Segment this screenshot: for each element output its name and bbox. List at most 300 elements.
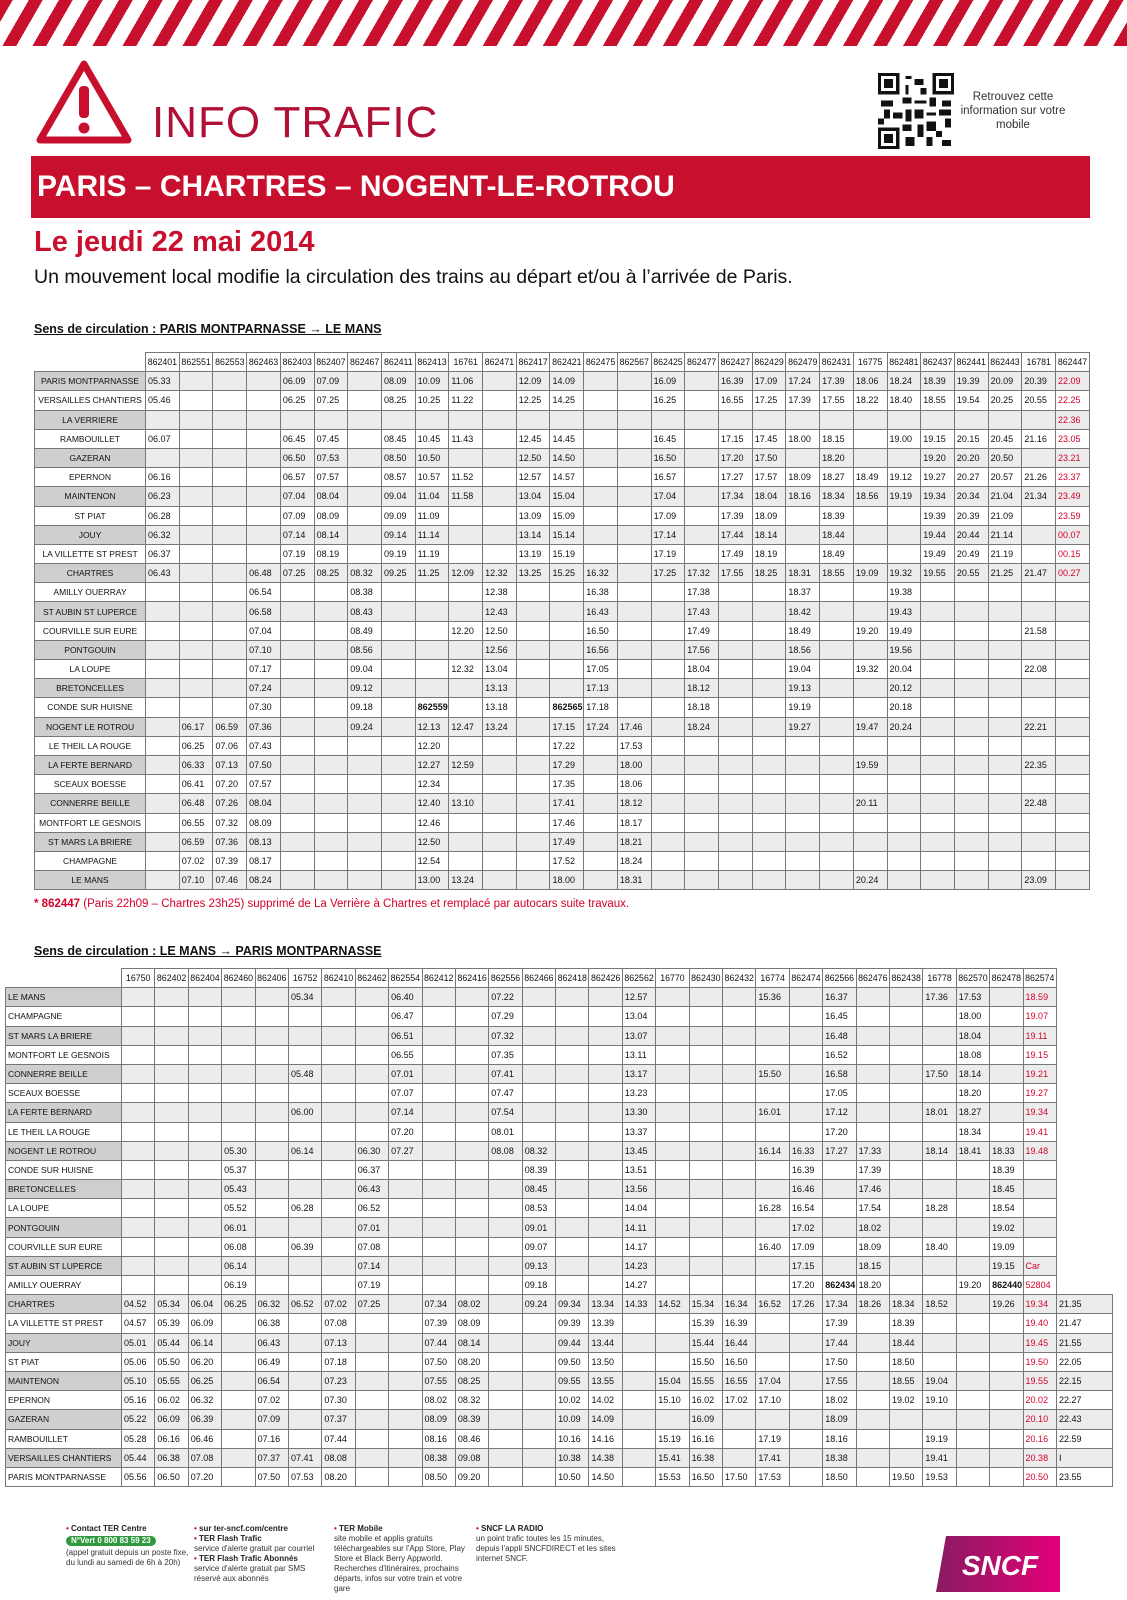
time-cell — [723, 1199, 756, 1218]
time-cell — [355, 1467, 388, 1486]
time-cell: 18.55 — [889, 1371, 922, 1390]
time-cell — [280, 832, 314, 851]
time-cell: 19.07 — [1023, 1007, 1056, 1026]
time-cell — [355, 1333, 388, 1352]
time-cell — [222, 1064, 255, 1083]
time-cell — [483, 468, 517, 487]
time-cell: 14.50 — [550, 448, 584, 467]
table-row — [6, 1333, 1113, 1352]
time-cell: 09.19 — [381, 544, 415, 563]
time-cell — [522, 1448, 555, 1467]
table-row — [35, 813, 1090, 832]
time-cell: 16.56 — [584, 640, 618, 659]
time-cell — [789, 1333, 822, 1352]
time-cell: 08.09 — [381, 372, 415, 391]
time-cell — [990, 1314, 1023, 1333]
time-cell — [617, 429, 651, 448]
time-cell — [685, 851, 719, 870]
time-cell: 19.55 — [921, 564, 955, 583]
time-cell — [990, 1429, 1023, 1448]
time-cell: 17.39 — [856, 1160, 889, 1179]
time-cell: 18.06 — [617, 775, 651, 794]
time-cell — [255, 1256, 288, 1275]
time-cell: 21.16 — [1022, 429, 1056, 448]
time-cell: 06.20 — [188, 1352, 221, 1371]
time-cell: 18.14 — [752, 525, 786, 544]
train-number-header: 862441 — [954, 353, 988, 372]
station-name: LE MANS — [6, 988, 122, 1007]
time-cell: 19.32 — [887, 564, 921, 583]
time-cell — [483, 391, 517, 410]
time-cell: 19.34 — [1023, 1295, 1056, 1314]
station-name: CONNERRE BEILLE — [6, 1064, 122, 1083]
time-cell — [522, 1064, 555, 1083]
time-cell — [348, 871, 382, 890]
time-cell: 07.46 — [213, 871, 247, 890]
time-cell: 07.32 — [489, 1026, 522, 1045]
time-cell — [522, 1352, 555, 1371]
time-cell — [988, 410, 1022, 429]
time-cell: 16.09 — [689, 1410, 722, 1429]
time-cell: 16.34 — [723, 1295, 756, 1314]
time-cell — [449, 851, 483, 870]
time-cell — [887, 410, 921, 429]
time-cell — [889, 1160, 922, 1179]
time-cell — [820, 736, 854, 755]
time-cell: 19.15 — [990, 1256, 1023, 1275]
time-cell: 19.11 — [1023, 1026, 1056, 1045]
station-name: LA FERTE BERNARD — [6, 1103, 122, 1122]
time-cell — [887, 813, 921, 832]
time-cell — [1056, 813, 1090, 832]
time-cell — [348, 794, 382, 813]
time-cell — [280, 775, 314, 794]
time-cell — [921, 871, 955, 890]
time-cell — [489, 1218, 522, 1237]
time-cell: 13.11 — [622, 1045, 655, 1064]
time-cell: 06.50 — [280, 448, 314, 467]
time-cell — [483, 487, 517, 506]
time-cell — [954, 410, 988, 429]
time-cell — [756, 1026, 789, 1045]
station-name: LA VILLETTE ST PREST — [6, 1314, 122, 1333]
time-cell — [723, 1218, 756, 1237]
time-cell: 17.41 — [550, 794, 584, 813]
time-cell: 16.52 — [756, 1295, 789, 1314]
time-cell — [789, 1045, 822, 1064]
time-cell: 19.45 — [1023, 1333, 1056, 1352]
time-cell — [689, 1122, 722, 1141]
time-cell — [990, 1391, 1023, 1410]
time-cell: 09.07 — [522, 1237, 555, 1256]
time-cell — [288, 1084, 321, 1103]
time-cell: 17.53 — [617, 736, 651, 755]
time-cell: 08.04 — [314, 487, 348, 506]
time-cell — [651, 698, 685, 717]
time-cell: 11.09 — [415, 506, 449, 525]
time-cell — [155, 1160, 188, 1179]
time-cell: 10.09 — [415, 372, 449, 391]
time-cell — [923, 1352, 956, 1371]
time-cell — [322, 1026, 355, 1045]
time-cell: 07.06 — [213, 736, 247, 755]
time-cell: 06.16 — [146, 468, 180, 487]
time-cell — [756, 1122, 789, 1141]
time-cell — [314, 679, 348, 698]
time-cell — [786, 525, 820, 544]
time-cell — [449, 736, 483, 755]
time-cell — [889, 1026, 922, 1045]
time-cell: 16.55 — [719, 391, 753, 410]
time-cell — [146, 660, 180, 679]
time-cell — [122, 1218, 155, 1237]
time-cell — [789, 1026, 822, 1045]
time-cell: 12.27 — [415, 755, 449, 774]
time-cell: 17.10 — [756, 1391, 789, 1410]
time-cell: 17.39 — [719, 506, 753, 525]
station-name: LA FERTE BERNARD — [35, 755, 146, 774]
time-cell: 08.14 — [455, 1333, 488, 1352]
time-cell: 19.09 — [853, 564, 887, 583]
time-cell: 21.47 — [1022, 564, 1056, 583]
time-cell: 09.44 — [556, 1333, 589, 1352]
time-cell — [584, 410, 618, 429]
time-cell — [213, 679, 247, 698]
time-cell: 19.50 — [889, 1467, 922, 1486]
time-cell — [155, 1141, 188, 1160]
time-cell — [786, 775, 820, 794]
train-number-header: 862437 — [921, 353, 955, 372]
time-cell — [288, 1410, 321, 1429]
time-cell: 08.13 — [247, 832, 281, 851]
time-cell — [1022, 736, 1056, 755]
time-cell — [146, 717, 180, 736]
time-cell — [122, 1237, 155, 1256]
train-number-header: 862574 — [1023, 969, 1056, 988]
train-number-header: 16778 — [923, 969, 956, 988]
time-cell — [853, 525, 887, 544]
train-number-header: 16750 — [122, 969, 155, 988]
time-cell — [823, 1160, 856, 1179]
time-cell — [146, 851, 180, 870]
time-cell: 18.34 — [956, 1122, 989, 1141]
time-cell: 06.19 — [222, 1276, 255, 1295]
time-cell: 08.25 — [455, 1371, 488, 1390]
time-cell — [956, 1391, 989, 1410]
time-cell: 13.10 — [449, 794, 483, 813]
time-cell — [415, 583, 449, 602]
time-cell — [516, 775, 550, 794]
time-cell — [389, 1410, 422, 1429]
time-cell — [288, 1160, 321, 1179]
time-cell — [222, 1084, 255, 1103]
train-number-header: 862412 — [422, 969, 455, 988]
time-cell — [322, 1237, 355, 1256]
time-cell: 05.16 — [122, 1391, 155, 1410]
time-cell: 17.53 — [956, 988, 989, 1007]
time-cell: 19.47 — [853, 717, 887, 736]
time-cell — [956, 1160, 989, 1179]
train-number-header: 862570 — [956, 969, 989, 988]
time-cell — [516, 698, 550, 717]
time-cell: 18.01 — [923, 1103, 956, 1122]
time-cell — [656, 1237, 689, 1256]
time-cell: 20.39 — [1022, 372, 1056, 391]
time-cell — [719, 660, 753, 679]
time-cell: 08.50 — [381, 448, 415, 467]
time-cell: 05.33 — [146, 372, 180, 391]
time-cell: 13.37 — [622, 1122, 655, 1141]
time-cell: 22.09 — [1056, 372, 1090, 391]
time-cell — [1022, 851, 1056, 870]
time-cell: 13.50 — [589, 1352, 622, 1371]
time-cell: 00.07 — [1056, 525, 1090, 544]
time-cell: 09.25 — [381, 564, 415, 583]
time-cell — [155, 1103, 188, 1122]
time-cell — [589, 1122, 622, 1141]
time-cell — [956, 1410, 989, 1429]
time-cell — [489, 1391, 522, 1410]
time-cell — [516, 660, 550, 679]
time-cell: 18.34 — [820, 487, 854, 506]
time-cell — [856, 1064, 889, 1083]
time-cell — [853, 640, 887, 659]
time-cell — [685, 506, 719, 525]
time-cell — [516, 736, 550, 755]
time-cell: 14.57 — [550, 468, 584, 487]
time-cell: 07.20 — [213, 775, 247, 794]
time-cell: 862440 — [990, 1276, 1023, 1295]
time-cell: 17.46 — [856, 1180, 889, 1199]
time-cell — [589, 1276, 622, 1295]
time-cell — [923, 1333, 956, 1352]
station-name: MONTFORT LE GESNOIS — [35, 813, 146, 832]
train-number-header: 16774 — [756, 969, 789, 988]
time-cell — [415, 640, 449, 659]
time-cell — [188, 1045, 221, 1064]
time-cell — [522, 1084, 555, 1103]
time-cell — [483, 525, 517, 544]
time-cell — [786, 871, 820, 890]
time-cell: 21.04 — [988, 487, 1022, 506]
time-cell — [617, 640, 651, 659]
time-cell — [355, 1064, 388, 1083]
time-cell — [622, 1410, 655, 1429]
time-cell — [651, 775, 685, 794]
time-cell — [685, 755, 719, 774]
time-cell: 17.55 — [719, 564, 753, 583]
time-cell — [280, 583, 314, 602]
time-cell: 15.41 — [656, 1448, 689, 1467]
time-cell — [381, 832, 415, 851]
time-cell — [247, 429, 281, 448]
time-cell: 05.56 — [122, 1467, 155, 1486]
time-cell — [179, 698, 213, 717]
time-cell — [719, 621, 753, 640]
time-cell: 13.45 — [622, 1141, 655, 1160]
time-cell: 20.10 — [1023, 1410, 1056, 1429]
time-cell — [322, 1064, 355, 1083]
time-cell — [752, 736, 786, 755]
time-cell — [756, 1276, 789, 1295]
time-cell: 18.55 — [820, 564, 854, 583]
time-cell: 13.30 — [622, 1103, 655, 1122]
time-cell: 07.17 — [247, 660, 281, 679]
time-cell — [255, 1103, 288, 1122]
time-cell — [1022, 602, 1056, 621]
time-cell — [723, 1180, 756, 1199]
time-cell — [988, 851, 1022, 870]
time-cell: 20.11 — [853, 794, 887, 813]
train-number-header: 862460 — [222, 969, 255, 988]
train-number-header: 862562 — [622, 969, 655, 988]
time-cell: 09.18 — [522, 1276, 555, 1295]
time-cell — [213, 506, 247, 525]
time-cell: 08.14 — [314, 525, 348, 544]
time-cell: 17.14 — [651, 525, 685, 544]
time-cell — [146, 602, 180, 621]
time-cell — [222, 1007, 255, 1026]
time-cell — [689, 1180, 722, 1199]
time-cell — [280, 640, 314, 659]
time-cell — [685, 372, 719, 391]
time-cell — [516, 813, 550, 832]
time-cell: 18.56 — [853, 487, 887, 506]
time-cell — [853, 679, 887, 698]
time-cell: 18.09 — [823, 1410, 856, 1429]
time-cell: 16.52 — [823, 1045, 856, 1064]
time-cell — [280, 621, 314, 640]
time-cell — [887, 851, 921, 870]
time-cell: 06.25 — [280, 391, 314, 410]
time-cell: 06.48 — [179, 794, 213, 813]
time-cell: 18.14 — [956, 1064, 989, 1083]
time-cell: 17.50 — [723, 1467, 756, 1486]
time-cell: 862434 — [823, 1276, 856, 1295]
time-cell — [752, 851, 786, 870]
time-cell — [122, 1199, 155, 1218]
time-cell: 23.37 — [1056, 468, 1090, 487]
time-cell: 13.04 — [516, 487, 550, 506]
time-cell: 17.39 — [820, 372, 854, 391]
time-cell — [222, 1026, 255, 1045]
time-cell — [489, 1237, 522, 1256]
time-cell — [820, 640, 854, 659]
time-cell: 19.12 — [887, 468, 921, 487]
time-cell — [856, 1352, 889, 1371]
time-cell — [381, 813, 415, 832]
time-cell: 05.39 — [155, 1314, 188, 1333]
station-name: MAINTENON — [6, 1371, 122, 1390]
time-cell: 19.39 — [954, 372, 988, 391]
time-cell: 20.55 — [954, 564, 988, 583]
time-cell — [921, 813, 955, 832]
train-number-header: 862425 — [651, 353, 685, 372]
time-cell: 13.04 — [622, 1007, 655, 1026]
time-cell: 18.12 — [685, 679, 719, 698]
time-cell — [280, 871, 314, 890]
time-cell: 11.14 — [415, 525, 449, 544]
time-cell: 12.50 — [483, 621, 517, 640]
time-cell: 07.04 — [247, 621, 281, 640]
time-cell: 16.54 — [789, 1199, 822, 1218]
station-name: GAZERAN — [35, 448, 146, 467]
time-cell: 07.55 — [422, 1371, 455, 1390]
time-cell: 06.37 — [355, 1160, 388, 1179]
table1-header-row — [35, 353, 1090, 372]
time-cell — [789, 1371, 822, 1390]
time-cell: 18.20 — [956, 1084, 989, 1103]
time-cell: 22.59 — [1056, 1429, 1112, 1448]
time-cell: 16.38 — [689, 1448, 722, 1467]
time-cell — [146, 583, 180, 602]
train-number-header: 862443 — [988, 353, 1022, 372]
time-cell: 07.09 — [255, 1410, 288, 1429]
time-cell — [213, 468, 247, 487]
time-cell: 17.43 — [685, 602, 719, 621]
time-cell: 04.57 — [122, 1314, 155, 1333]
time-cell: 18.02 — [856, 1218, 889, 1237]
time-cell: 18.04 — [956, 1026, 989, 1045]
time-cell: 05.30 — [222, 1141, 255, 1160]
time-cell: 07.35 — [489, 1045, 522, 1064]
time-cell — [222, 1333, 255, 1352]
time-cell — [288, 1122, 321, 1141]
time-cell: 19.50 — [1023, 1352, 1056, 1371]
time-cell: 09.08 — [455, 1448, 488, 1467]
time-cell: 17.02 — [789, 1218, 822, 1237]
time-cell — [756, 1084, 789, 1103]
time-cell: 19.21 — [1023, 1064, 1056, 1083]
time-cell — [656, 1141, 689, 1160]
time-cell: 18.15 — [820, 429, 854, 448]
time-cell — [887, 794, 921, 813]
time-cell — [956, 1467, 989, 1486]
time-cell — [789, 1103, 822, 1122]
time-cell — [656, 1410, 689, 1429]
time-cell — [188, 1256, 221, 1275]
time-cell — [280, 660, 314, 679]
footnote — [34, 898, 629, 910]
time-cell: 08.02 — [422, 1391, 455, 1410]
time-cell — [455, 988, 488, 1007]
time-cell — [786, 448, 820, 467]
time-cell: 16.01 — [756, 1103, 789, 1122]
time-cell — [1056, 736, 1090, 755]
time-cell — [990, 1333, 1023, 1352]
time-cell — [455, 1180, 488, 1199]
time-cell — [348, 410, 382, 429]
table-row — [6, 1391, 1113, 1410]
time-cell — [355, 1084, 388, 1103]
time-cell: 19.59 — [853, 755, 887, 774]
time-cell: 10.57 — [415, 468, 449, 487]
qr-caption: Retrouvez cette information sur votre mobile — [960, 91, 1066, 131]
time-cell — [589, 1045, 622, 1064]
time-cell — [956, 1218, 989, 1237]
time-cell — [314, 736, 348, 755]
table-row — [6, 1352, 1113, 1371]
time-cell — [889, 1007, 922, 1026]
time-cell — [887, 448, 921, 467]
time-cell — [381, 717, 415, 736]
time-cell: 15.36 — [756, 988, 789, 1007]
time-cell — [322, 1199, 355, 1218]
time-cell — [723, 1045, 756, 1064]
time-cell — [556, 1045, 589, 1064]
time-cell: 13.17 — [622, 1064, 655, 1083]
time-cell — [280, 698, 314, 717]
